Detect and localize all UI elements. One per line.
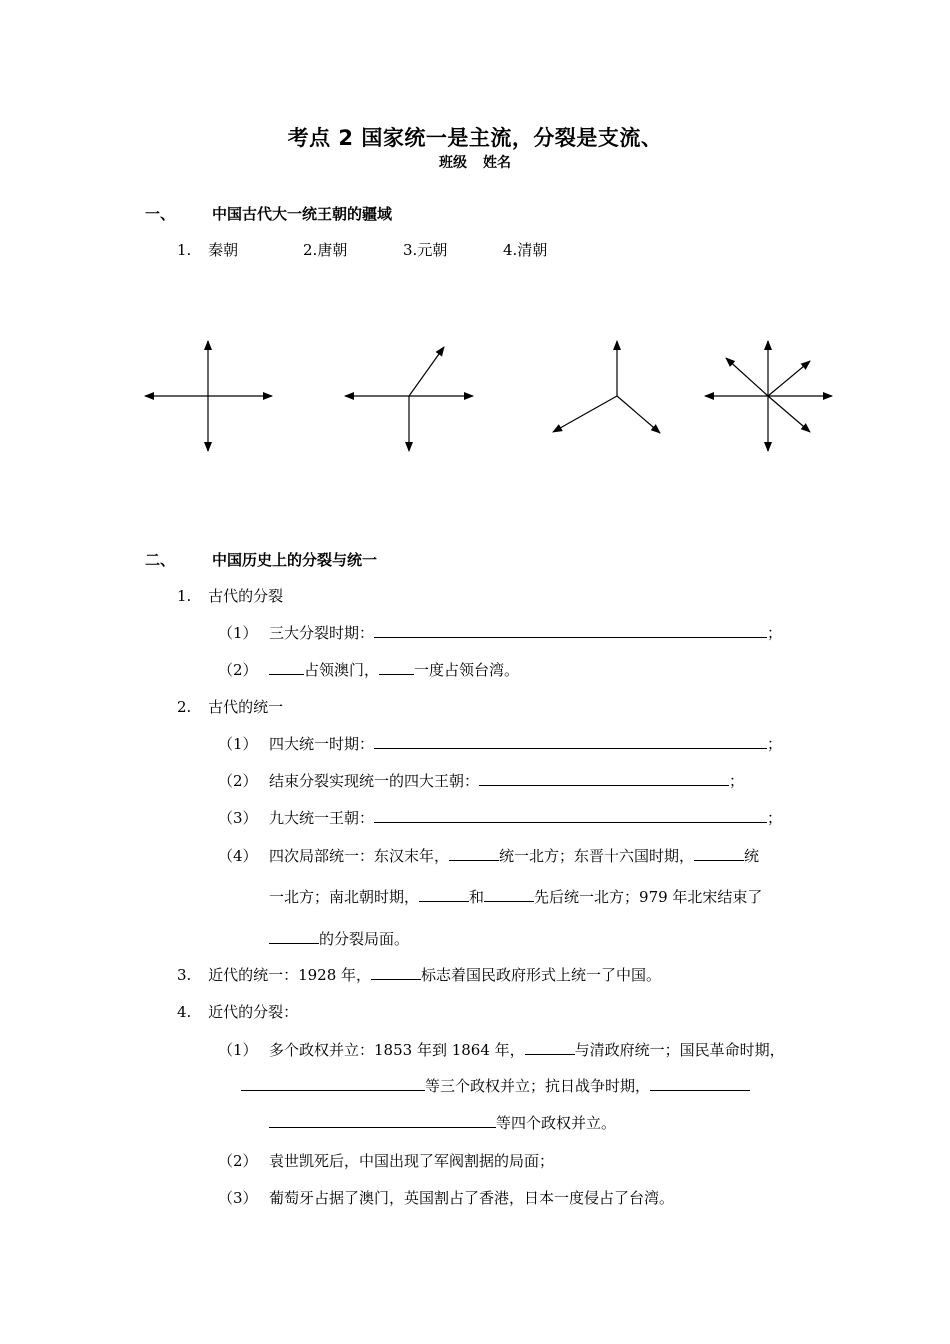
item-number: 2. [303,241,318,259]
blank-field[interactable] [374,624,767,638]
q2-s4-line1 [269,845,759,866]
blank-field[interactable] [371,966,421,980]
blank-field[interactable] [484,888,534,902]
section1-number: 一、 [145,205,176,223]
section2-heading: 中国历史上的分裂与统一 [212,551,378,569]
q1-s2-number: （2） [218,661,258,679]
q3-text-a: 近代的统一：1928 年， [208,966,372,984]
class-label: 班级 [439,155,467,171]
item-number: 1. [177,241,192,259]
q2-line [177,696,283,717]
blank-field[interactable] [374,809,767,823]
q2-s3-number: （3） [218,809,258,827]
punct: ； [729,772,745,790]
q2-s3-content [269,807,782,828]
q2-s4-text-b: 统一北方；东晋十六国时期， [499,847,695,865]
q4-s1-text-d: 等四个政权并立。 [496,1114,617,1132]
section1-heading: 中国古代大一统王朝的疆域 [212,205,393,223]
item-label: 秦朝 [208,241,239,259]
q2-s4-line3 [269,928,409,949]
page-title: 考点 2 国家统一是主流，分裂是支流、 [287,126,663,150]
q4-label: 近代的分裂： [208,1003,299,1021]
q1-line [177,585,283,606]
q1-s1-number: （1） [218,624,258,642]
dynasty-item-3 [403,239,447,260]
q4-line [177,1001,298,1022]
q2-s4-number: （4） [218,847,258,865]
q1-s2-text-b: 一度占领台湾。 [414,661,520,679]
q4-s2-text: 袁世凯死后，中国出现了军阀割据的局面； [269,1152,555,1170]
q4-number: 4. [177,1003,192,1021]
q2-s2-content [269,770,744,791]
item-number: 3. [403,241,418,259]
q3-text-b: 标志着国民政府形式上统一了中国。 [421,966,662,984]
blank-field[interactable] [269,661,304,675]
q1-label: 古代的分裂 [208,587,284,605]
q3-line [177,964,661,985]
q4-s2-number: （2） [218,1152,258,1170]
dynasty-item-1 [177,239,238,260]
q4-s1-text-c: 等三个政权并立；抗日战争时期， [425,1077,651,1095]
q2-s1-number: （1） [218,735,258,753]
tang-arrow-diagram [345,347,473,451]
q2-s3-text: 九大统一王朝： [269,809,375,827]
blank-field[interactable] [374,735,767,749]
q1-s1-text: 三大分裂时期： [269,624,375,642]
q2-s1-text: 四大统一时期： [269,735,375,753]
punct: ； [767,809,783,827]
name-label: 姓名 [483,155,511,171]
q1-s1-content [269,622,782,643]
punct: ； [767,624,783,642]
q4-s1-line2 [241,1075,750,1096]
q2-s4-line2 [269,886,762,907]
q2-s4-text-f: 先后统一北方；979 年北宋结束了 [534,888,763,906]
q4-s1-line3 [269,1112,616,1133]
qing-arrow-diagram [705,341,832,451]
dynasty-item-2 [303,239,347,260]
blank-field[interactable] [449,847,499,861]
q2-s4-text-c: 统 [744,847,760,865]
blank-field[interactable] [694,847,744,861]
q4-s1-number: （1） [218,1041,258,1059]
q2-s4-text-e: 和 [469,888,485,906]
q2-s4-text-g: 的分裂局面。 [319,930,410,948]
q2-label: 古代的统一 [208,698,284,716]
blank-field[interactable] [419,888,469,902]
yuan-arrow-diagram [553,341,660,433]
blank-field[interactable] [269,930,319,944]
q4-s3-number: （3） [218,1189,258,1207]
q2-s1-content [269,733,782,754]
q3-number: 3. [177,966,192,984]
blank-field[interactable] [650,1077,750,1091]
q1-s2-content [269,659,519,680]
item-number: 4. [503,241,518,259]
q2-s4-text-a: 四次局部统一：东汉末年， [269,847,450,865]
section2-number: 二、 [145,551,176,569]
item-label: 唐朝 [317,241,348,259]
blank-field[interactable] [479,772,729,786]
blank-field[interactable] [269,1114,496,1128]
q4-s3-text: 葡萄牙占据了澳门，英国割占了香港，日本一度侵占了台湾。 [269,1189,675,1207]
qin-arrow-diagram [145,341,272,451]
blank-field[interactable] [379,661,414,675]
blank-field[interactable] [525,1041,575,1055]
q2-number: 2. [177,698,192,716]
item-label: 元朝 [417,241,448,259]
q2-s4-text-d: 一北方；南北朝时期， [269,888,420,906]
q4-s1-line1 [269,1039,785,1060]
q2-s2-text: 结束分裂实现统一的四大王朝： [269,772,480,790]
dynasty-item-4 [503,239,547,260]
q1-number: 1. [177,587,192,605]
item-label: 清朝 [517,241,548,259]
punct: ； [767,735,783,753]
territory-arrow-diagrams [0,320,950,470]
q1-s1-line [218,622,258,643]
q1-s2-text-a: 占领澳门， [304,661,380,679]
q4-s1-text-b: 与清政府统一；国民革命时期， [574,1041,785,1059]
blank-field[interactable] [241,1077,425,1091]
q2-s2-number: （2） [218,772,258,790]
page-subtitle [0,152,950,172]
q4-s1-text-a: 多个政权并立：1853 年到 1864 年， [269,1041,525,1059]
